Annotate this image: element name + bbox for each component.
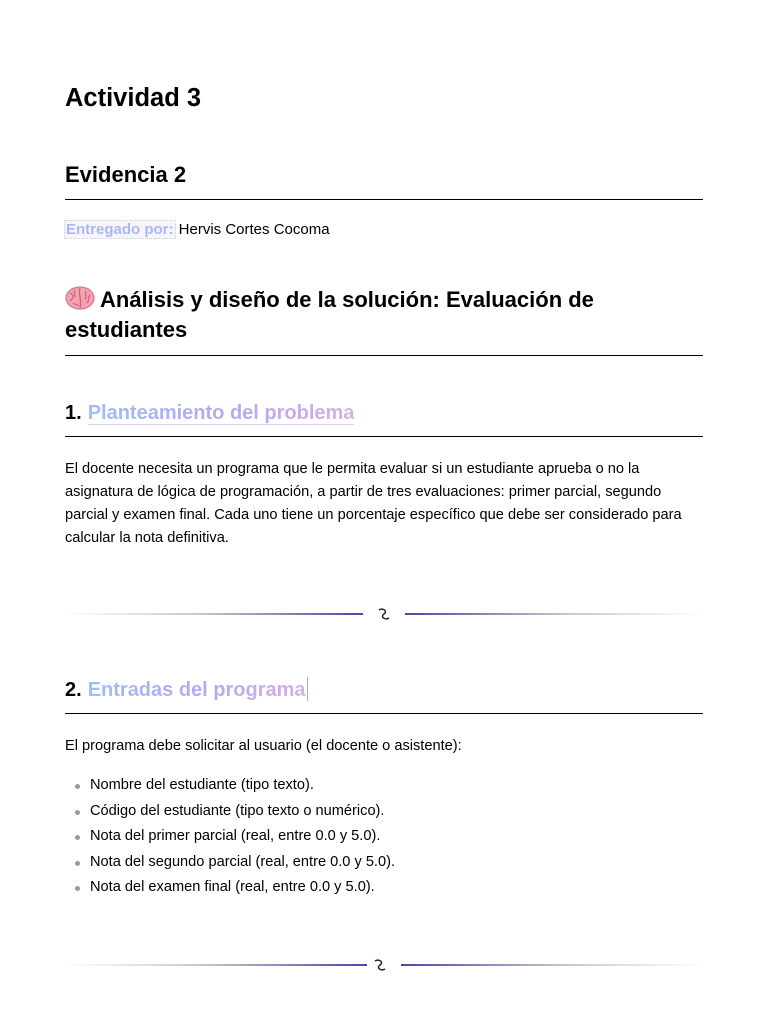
bullet-icon — [75, 886, 80, 891]
section-2-title[interactable]: Entradas del programa — [87, 679, 306, 701]
section-1-paragraph: El docente necesita un programa que le permita evaluar si un estudiante aprueba o no la asignatura de lógica de programación, a partir de tres evaluaciones: primer parcial, segundo parcial y examen final. Cada uno tiene un porcentaje específico que debe ser considerado para calcular la nota definitiva. — [65, 461, 682, 546]
main-section-title: Análisis y diseño de la solución: Evaluación de estudiantes — [65, 287, 594, 342]
section-2-intro: El programa debe solicitar al usuario (el docente o asistente): — [65, 738, 462, 754]
section-2-heading — [65, 677, 703, 714]
bullet-icon — [75, 810, 80, 815]
bullet-icon — [75, 835, 80, 840]
link-icon — [379, 609, 389, 619]
bullet-icon — [75, 784, 80, 789]
section-divider — [65, 958, 703, 972]
main-section-heading — [65, 285, 703, 356]
author-line — [65, 220, 330, 240]
text-caret — [307, 677, 308, 701]
author-name: Hervis Cortes Cocoma — [178, 221, 330, 238]
section-2-number: 2. — [65, 679, 82, 701]
bullet-icon — [75, 861, 80, 866]
link-icon — [375, 960, 385, 970]
author-label[interactable]: Entregado por: — [66, 221, 174, 238]
section-1-number: 1. — [65, 402, 82, 424]
section-divider — [65, 607, 703, 621]
inputs-list — [65, 773, 703, 901]
brain-icon — [65, 286, 95, 310]
list-item: Nota del primer parcial (real, entre 0.0 y 5.0). — [65, 824, 703, 850]
page-subtitle: Evidencia 2 — [65, 160, 703, 200]
list-item: Nota del segundo parcial (real, entre 0.0 y 5.0). — [65, 850, 703, 876]
page-title: Actividad 3 — [65, 84, 202, 112]
list-item: Nombre del estudiante (tipo texto). — [65, 773, 703, 799]
section-1-title[interactable]: Planteamiento del problema — [87, 402, 355, 424]
list-item: Nota del examen final (real, entre 0.0 y 5.0). — [65, 875, 703, 901]
list-item: Código del estudiante (tipo texto o numérico). — [65, 799, 703, 825]
section-1-heading — [65, 400, 703, 437]
